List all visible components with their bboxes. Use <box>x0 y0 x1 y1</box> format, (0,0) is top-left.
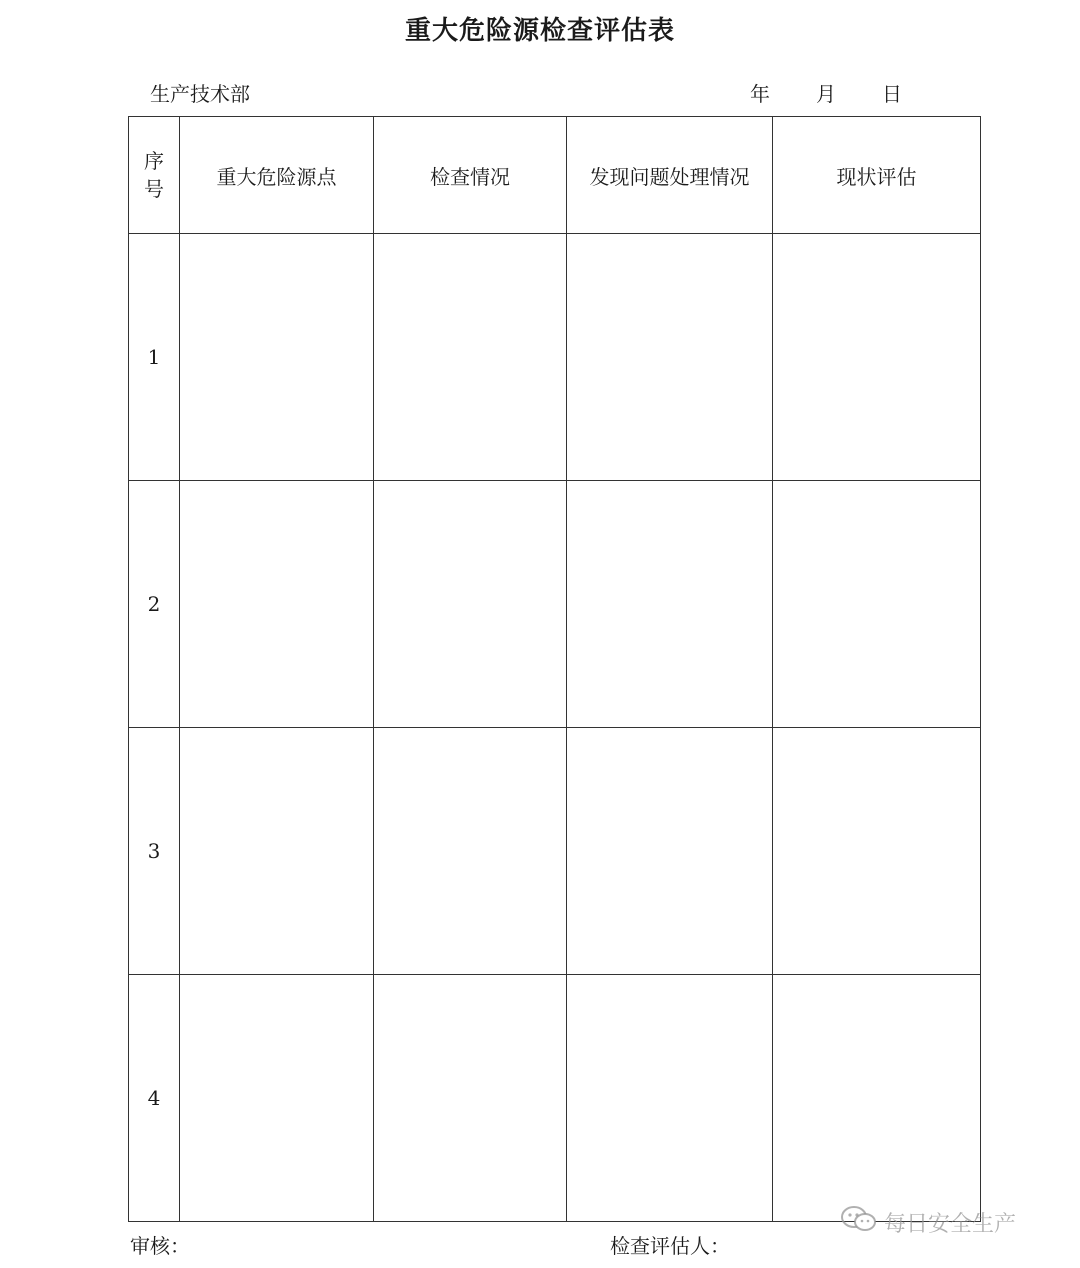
hazard-source-cell <box>180 975 374 1222</box>
header-seq: 序 号 <box>129 117 180 234</box>
row-seq: 1 <box>129 234 180 481</box>
status-evaluation-cell <box>773 234 981 481</box>
status-evaluation-cell <box>773 728 981 975</box>
department-label: 生产技术部 <box>150 82 250 106</box>
table-header-row <box>129 117 981 234</box>
date-month-label: 月 <box>816 82 836 106</box>
date-year-label: 年 <box>750 82 770 106</box>
watermark <box>840 1204 1016 1240</box>
problem-handling-cell <box>567 975 773 1222</box>
header-inspection: 检查情况 <box>374 117 567 234</box>
date-day-label: 日 <box>882 82 902 106</box>
inspection-cell <box>374 975 567 1222</box>
problem-handling-cell <box>567 481 773 728</box>
table-row <box>129 975 981 1222</box>
wechat-icon <box>840 1204 884 1240</box>
row-seq: 4 <box>129 975 180 1222</box>
hazard-source-cell <box>180 728 374 975</box>
table-row <box>129 234 981 481</box>
status-evaluation-cell <box>773 481 981 728</box>
evaluator-label: 检查评估人： <box>610 1234 730 1258</box>
problem-handling-cell <box>567 728 773 975</box>
hazard-source-cell <box>180 234 374 481</box>
review-label: 审核： <box>130 1234 190 1258</box>
status-evaluation-cell <box>773 975 981 1222</box>
watermark-text: 每日安全生产 <box>884 1211 1017 1237</box>
header-hazard-source: 重大危险源点 <box>180 117 374 234</box>
header-problem-handling: 发现问题处理情况 <box>567 117 773 234</box>
hazard-source-cell <box>180 481 374 728</box>
inspection-cell <box>374 728 567 975</box>
row-seq: 2 <box>129 481 180 728</box>
header-status-evaluation: 现状评估 <box>773 117 981 234</box>
inspection-cell <box>374 481 567 728</box>
problem-handling-cell <box>567 234 773 481</box>
evaluation-table <box>128 116 981 1222</box>
inspection-cell <box>374 234 567 481</box>
table-row <box>129 481 981 728</box>
row-seq: 3 <box>129 728 180 975</box>
document-title: 重大危险源检查评估表 <box>404 16 675 46</box>
table-row <box>129 728 981 975</box>
